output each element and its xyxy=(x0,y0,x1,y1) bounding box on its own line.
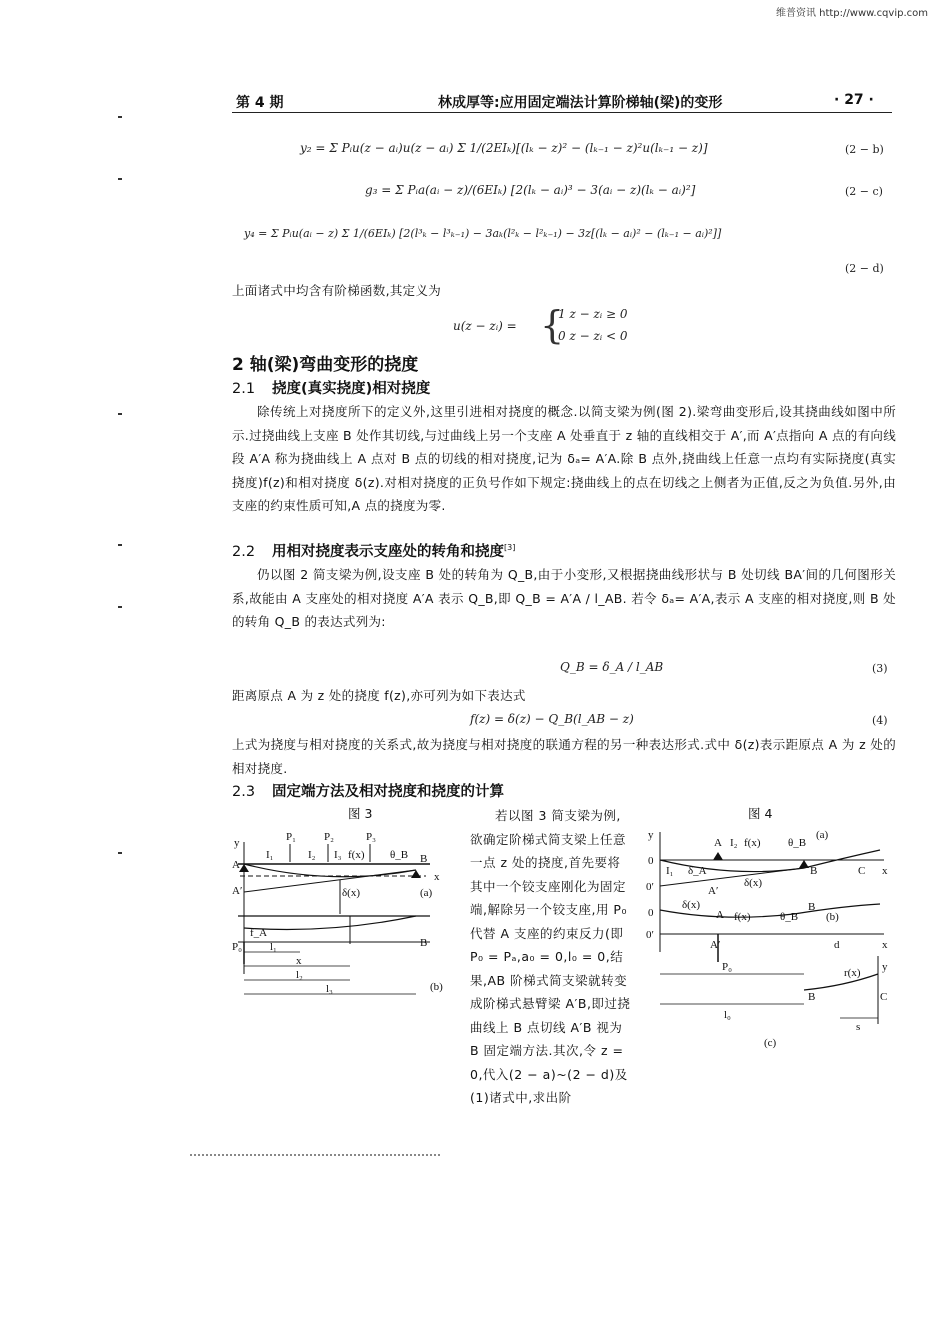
brace: { xyxy=(540,303,565,347)
equation-2c-number: (2 − c) xyxy=(845,185,883,198)
fig3-label-p2: P₂ xyxy=(324,831,334,843)
step-function-lead: 上面诸式中均含有阶梯函数,其定义为 xyxy=(232,283,442,298)
fig3-label-i2: I₂ xyxy=(308,849,316,861)
fig4-label-c-c: C xyxy=(880,991,888,1003)
fig4-label-a-prime-b: A′ xyxy=(710,939,721,951)
fig3-label-a-prime: A′ xyxy=(232,885,243,897)
fig4-label-b-c: B xyxy=(808,991,816,1003)
fig3-label-panel-b: (b) xyxy=(430,981,443,993)
section-2-2-body-2: 距离原点 A 为 z 处的挠度 f(z),亦可列为如下表达式 xyxy=(232,688,526,703)
equation-2c: g₃ = Σ Pᵢa(aᵢ − z)/(6EIₖ) [2(lₖ − aᵢ)³ − 3(aᵢ − z)(lₖ − aᵢ)²] xyxy=(365,183,696,197)
fig4-label-b-b: B xyxy=(808,901,816,913)
fig3-label-p3: P₃ xyxy=(366,831,376,843)
margin-mark xyxy=(118,178,122,180)
fig3-label-p1: P₁ xyxy=(286,831,296,843)
fig3-deflection-curve xyxy=(244,864,416,877)
fig4-label-c: C xyxy=(858,865,866,877)
fig4-label-delta-x: δ(x) xyxy=(744,877,763,889)
fig4-label-a-b: A xyxy=(716,909,724,921)
step-case-2: 0 z − zᵢ < 0 xyxy=(558,329,628,343)
fig3-label-xdim: x xyxy=(296,955,302,967)
fig4-label-d: d xyxy=(834,939,840,951)
fig4-label-a: A xyxy=(714,837,722,849)
equation-4-number: (4) xyxy=(872,714,888,727)
fig4-label-l0: l₀ xyxy=(724,1009,731,1021)
fig3-label-l1: l₁ xyxy=(270,941,277,953)
section-2-3-column-text: 若以图 3 简支梁为例,欲确定阶梯式简支梁上任意一点 z 处的挠度,首先要将其中一个铰支座刚化为固定端,解除另一个铰支座,用 P₀ 代替 A 支座的约束反力(即 P₀ = Pₐ,a₀ = 0,l₀ = 0,结果,AB 阶梯式简支梁就转变成阶梯式悬臂梁 A′B,即过挠曲线上 B 点切线 A′B 视为 B 固定端方法.其次,令 z = 0,代入(2 − a)~(2 − d)及(1)诸式中,求出阶 xyxy=(470,808,631,1105)
margin-mark xyxy=(118,606,122,608)
fig3-label-l2: l₂ xyxy=(296,969,303,981)
equation-2b: y₂ = Σ Pᵢu(z − aᵢ)u(z − aᵢ) Σ 1/(2EIₖ)[(lₖ − z)² − (lₖ₋₁ − z)²u(lₖ₋₁ − z)] xyxy=(300,141,708,155)
section-2-2-heading: 2.2 用相对挠度表示支座处的转角和挠度[3] xyxy=(232,543,516,560)
fig4-support-a xyxy=(713,852,723,860)
fig4-label-x: x xyxy=(882,865,888,877)
equation-3: Q_B = δ_A / l_AB xyxy=(560,660,664,674)
fig4-curve-c xyxy=(804,974,878,990)
fig3-label-l3: l₃ xyxy=(326,983,333,995)
fig4-label-p0: P₀ xyxy=(722,961,732,973)
section-2-2-body-1: 仍以图 2 简支梁为例,设支座 B 处的转角为 Q_B,由于小变形,又根据挠曲线形状与 B 处切线 BA′间的几何图形关系,故能由 A 支座处的相对挠度 A′A 表示 Q_B,即 Q_B = A′A / l_AB. 若令 δₐ= A′A,表示 A 支座的相对挠度,则 B 处的转角 Q_B 的表达式列为: xyxy=(232,567,896,629)
fig4-label-o: 0 xyxy=(648,855,654,867)
fig4-label-y-c: y xyxy=(882,961,888,973)
section-2-3-heading: 2.3 固定端方法及相对挠度和挠度的计算 xyxy=(232,784,504,800)
fig3-label-fx: f(x) xyxy=(348,849,365,861)
fig3-label-y: y xyxy=(234,837,240,849)
footer-dotted-line xyxy=(190,1154,440,1156)
equation-2b-number: (2 − b) xyxy=(845,143,884,156)
equation-2d-number: (2 − d) xyxy=(845,262,884,275)
fig4-label-a-prime: A′ xyxy=(708,885,719,897)
fig4-label-fx-b: f(x) xyxy=(734,911,751,923)
watermark: 维普资讯 http://www.cqvip.com xyxy=(775,8,928,19)
section-2-heading: 2 轴(梁)弯曲变形的挠度 xyxy=(232,355,419,375)
equation-4: f(z) = δ(z) − Q_B(l_AB − z) xyxy=(470,712,634,726)
fig3-label-b2: B xyxy=(420,937,428,949)
fig3-label-i3: I₃ xyxy=(334,849,342,861)
fig3-curve-b xyxy=(244,916,416,930)
fig4-label-b: B xyxy=(810,865,818,877)
running-title: 林成厚等:应用固定端法计算阶梯轴(梁)的变形 xyxy=(438,95,723,111)
fig3-label-i1: I₁ xyxy=(266,849,274,861)
fig4-label-panel-c: (c) xyxy=(764,1037,777,1049)
step-case-1: 1 z − zᵢ ≥ 0 xyxy=(558,307,628,321)
fig3-label-p0: P₀ xyxy=(232,941,242,953)
fig3-label-fa: f_A xyxy=(250,927,268,939)
fig4-label-o-prime: 0′ xyxy=(646,881,654,893)
fig3-label-b: B xyxy=(420,853,428,865)
equation-2d: y₄ = Σ Pᵢu(aᵢ − z) Σ 1/(6EIₖ) [2(l³ₖ − l³ₖ₋₁) − 3aₖ(l²ₖ − l²ₖ₋₁) − 3z[(lₖ − aᵢ)² − (lₖ₋₁ − aᵢ)²]] xyxy=(244,227,722,240)
fig4-label-rx: r(x) xyxy=(844,967,861,979)
header-rule xyxy=(232,112,892,113)
fig4-support-b xyxy=(799,860,809,868)
fig4-label-s: s xyxy=(856,1021,861,1033)
section-2-2-body-3: 上式为挠度与相对挠度的关系式,故为挠度与相对挠度的联通方程的另一种表达形式.式中 δ(z)表示距原点 A 为 z 处的相对挠度. xyxy=(232,737,896,776)
fig4-label-theta-b-b: θ_B xyxy=(780,911,799,923)
issue-number: 第 4 期 xyxy=(236,95,284,111)
margin-mark xyxy=(118,852,122,854)
equation-3-number: (3) xyxy=(872,662,888,675)
fig4-label-o-prime-b: 0′ xyxy=(646,929,654,941)
fig3-tangent xyxy=(244,870,416,892)
fig4-label-delta-a: δ_A xyxy=(688,865,707,877)
figure-4-title: 图 4 xyxy=(748,806,773,821)
fig4-label-i2: I₂ xyxy=(730,837,738,849)
fig4-label-theta-b: θ_B xyxy=(788,837,807,849)
fig4-label-x-b: x xyxy=(882,939,888,951)
fig4-label-i1: I₁ xyxy=(666,865,674,877)
fig4-label-o-b: 0 xyxy=(648,907,654,919)
step-function-lhs: u(z − zᵢ) = xyxy=(453,319,517,333)
fig4-label-delta-x-b: δ(x) xyxy=(682,899,701,911)
fig3-label-x: x xyxy=(434,871,440,883)
margin-mark xyxy=(118,544,122,546)
fig3-label-delta-x: δ(x) xyxy=(342,887,361,899)
margin-mark xyxy=(118,116,122,118)
section-2-1-heading: 2.1 挠度(真实挠度)相对挠度 xyxy=(232,381,431,397)
fig3-label-panel-a: (a) xyxy=(420,887,433,899)
margin-mark xyxy=(118,413,122,415)
fig3-label-theta-b: θ_B xyxy=(390,849,409,861)
figure-3 xyxy=(230,824,462,1024)
figure-3-title: 图 3 xyxy=(348,806,373,821)
fig4-label-fx: f(x) xyxy=(744,837,761,849)
section-2-1-body: 除传统上对挠度所下的定义外,这里引进相对挠度的概念.以简支梁为例(图 2).梁弯曲变形后,设其挠曲线如图中所示.过挠曲线上支座 B 处作其切线,与过曲线上另一个支座 A 处垂直于 z 轴的直线相交于 A′,而 A′点指向 A 点的有向线段 A′A 称为挠曲线上 A 点对 B 点的切线的相对挠度,记为 δₐ= A′A.除 B 点外,挠曲线上任意一点均有实际挠度(真实挠度)f(z)和相对挠度 δ(z).对相对挠度的正负号作如下规定:挠曲线上的点在切线之上侧者为正值,反之为负值.另外,由支座的约束性质可知,A 点的挠度为零. xyxy=(232,404,896,513)
fig4-label-panel-b: (b) xyxy=(826,911,839,923)
figure-4 xyxy=(644,824,894,1050)
fig4-label-y: y xyxy=(648,829,654,841)
fig3-label-a: A xyxy=(232,859,240,871)
fig4-label-panel-a: (a) xyxy=(816,829,829,841)
page-number: · 27 · xyxy=(834,92,874,108)
